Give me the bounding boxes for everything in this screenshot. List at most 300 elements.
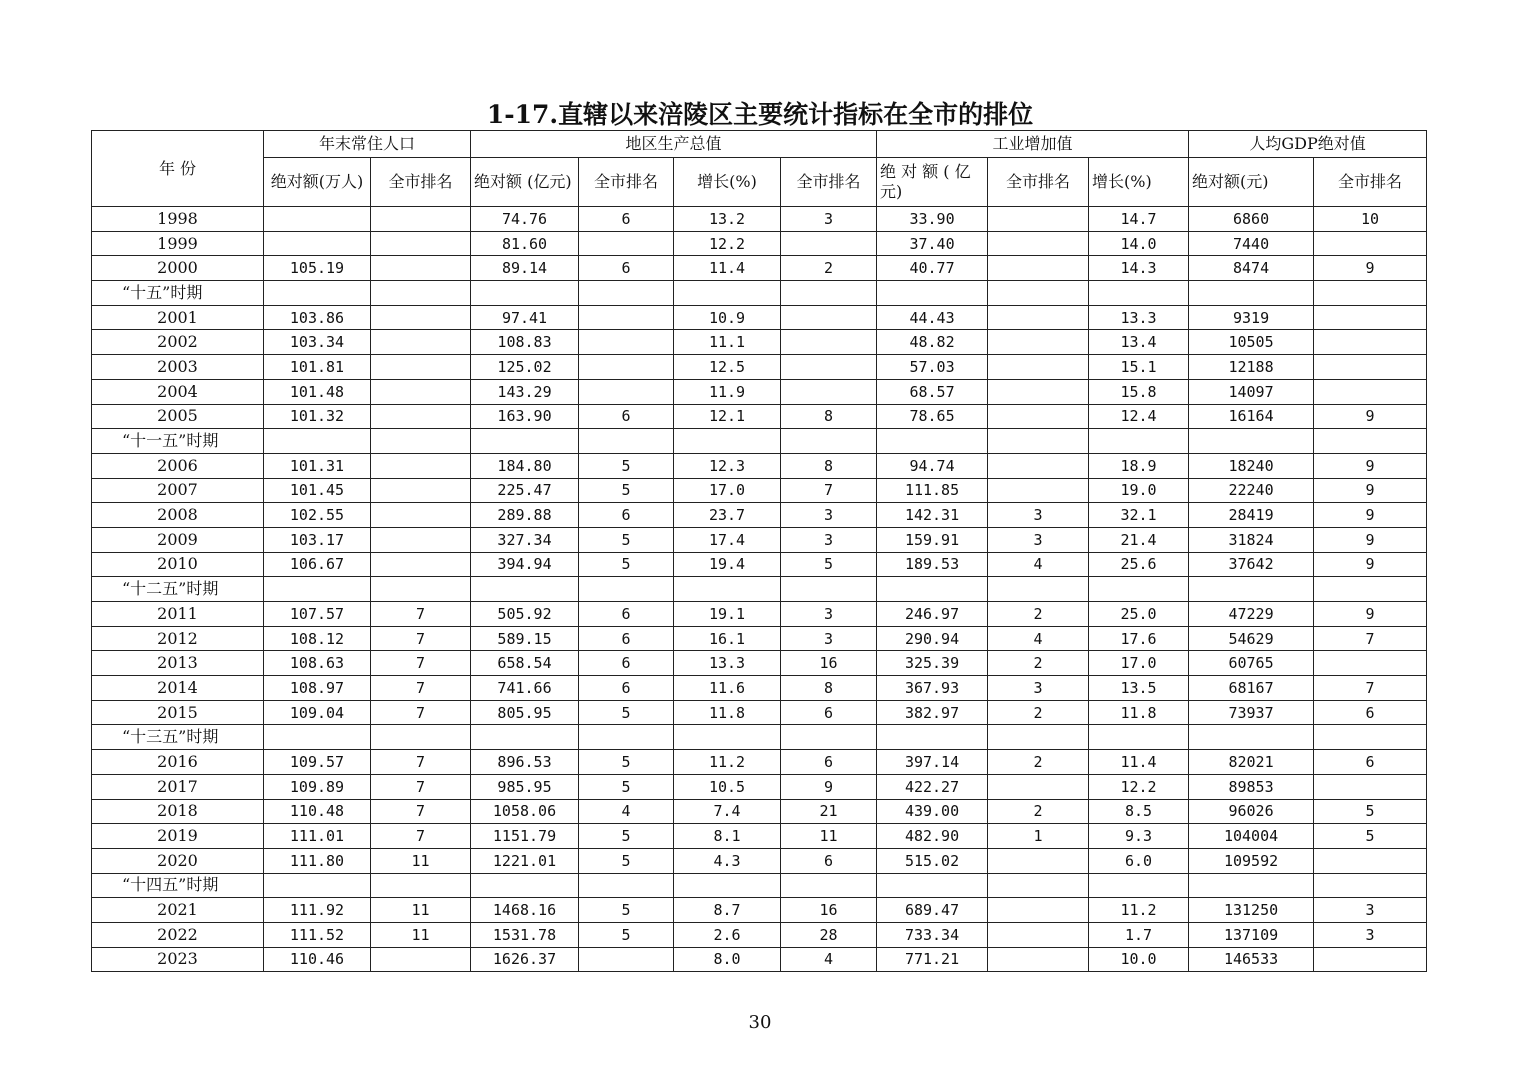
cell-gdp-growth: 12.5 <box>674 355 781 380</box>
cell-industry-growth <box>1089 725 1189 750</box>
cell-industry-rank: 2 <box>988 799 1089 824</box>
cell-industry-growth: 25.6 <box>1089 552 1189 577</box>
cell-gdp-rank <box>579 429 674 454</box>
cell-gdp <box>471 429 579 454</box>
table-row <box>92 552 1427 577</box>
cell-population-rank <box>371 330 471 355</box>
cell-gdp-growth-rank: 6 <box>781 848 877 873</box>
cell-industry: 78.65 <box>877 404 988 429</box>
header-per-capita-absolute: 绝对额(元) <box>1189 158 1314 207</box>
cell-gdp: 74.76 <box>471 207 579 232</box>
cell-gdp-growth-rank: 21 <box>781 799 877 824</box>
header-population-absolute: 绝对额(万人) <box>264 158 371 207</box>
cell-gdp-growth-rank: 9 <box>781 774 877 799</box>
cell-gdp-rank <box>579 281 674 306</box>
cell-gdp-growth <box>674 281 781 306</box>
cell-year: 2002 <box>92 330 264 355</box>
cell-industry-growth: 13.4 <box>1089 330 1189 355</box>
table-body <box>92 207 1427 972</box>
cell-industry-rank <box>988 848 1089 873</box>
cell-gdp-growth: 16.1 <box>674 626 781 651</box>
cell-gdp-growth: 10.9 <box>674 305 781 330</box>
table-row <box>92 848 1427 873</box>
cell-industry-rank <box>988 725 1089 750</box>
cell-per-capita-gdp: 60765 <box>1189 651 1314 676</box>
cell-gdp <box>471 725 579 750</box>
cell-year: 2013 <box>92 651 264 676</box>
cell-gdp-growth <box>674 873 781 898</box>
header-gdp-growth-rank: 全市排名 <box>781 158 877 207</box>
header-industry-rank: 全市排名 <box>988 158 1089 207</box>
cell-industry-growth: 15.8 <box>1089 379 1189 404</box>
cell-industry-rank: 2 <box>988 750 1089 775</box>
cell-gdp-growth: 19.4 <box>674 552 781 577</box>
cell-population-rank: 7 <box>371 824 471 849</box>
cell-industry-growth <box>1089 429 1189 454</box>
table-row <box>92 676 1427 701</box>
cell-gdp-growth-rank: 28 <box>781 922 877 947</box>
cell-gdp-rank: 5 <box>579 824 674 849</box>
cell-industry: 68.57 <box>877 379 988 404</box>
cell-industry: 33.90 <box>877 207 988 232</box>
table-row <box>92 750 1427 775</box>
cell-year: 2011 <box>92 602 264 627</box>
cell-industry: 689.47 <box>877 898 988 923</box>
cell-per-capita-gdp <box>1189 873 1314 898</box>
cell-per-capita-rank: 10 <box>1314 207 1427 232</box>
cell-per-capita-gdp: 12188 <box>1189 355 1314 380</box>
cell-gdp-growth <box>674 429 781 454</box>
cell-gdp-rank: 4 <box>579 799 674 824</box>
cell-industry-growth: 1.7 <box>1089 922 1189 947</box>
cell-industry-growth: 11.8 <box>1089 700 1189 725</box>
cell-gdp-growth-rank: 2 <box>781 256 877 281</box>
cell-industry-growth: 25.0 <box>1089 602 1189 627</box>
cell-industry-rank: 4 <box>988 552 1089 577</box>
cell-industry-growth: 15.1 <box>1089 355 1189 380</box>
cell-population: 107.57 <box>264 602 371 627</box>
cell-industry <box>877 725 988 750</box>
cell-industry: 189.53 <box>877 552 988 577</box>
cell-industry-rank <box>988 330 1089 355</box>
cell-population: 111.52 <box>264 922 371 947</box>
cell-population-rank: 7 <box>371 651 471 676</box>
cell-industry-growth <box>1089 873 1189 898</box>
cell-gdp-rank <box>579 330 674 355</box>
cell-industry-growth: 19.0 <box>1089 478 1189 503</box>
cell-gdp-growth: 13.3 <box>674 651 781 676</box>
cell-gdp-rank <box>579 355 674 380</box>
cell-industry-rank <box>988 898 1089 923</box>
cell-gdp-growth-rank: 5 <box>781 552 877 577</box>
cell-gdp-rank: 6 <box>579 404 674 429</box>
cell-gdp-growth-rank: 3 <box>781 207 877 232</box>
cell-per-capita-rank <box>1314 231 1427 256</box>
cell-industry-rank: 2 <box>988 651 1089 676</box>
cell-population-rank: 7 <box>371 626 471 651</box>
cell-population <box>264 429 371 454</box>
cell-year: 2014 <box>92 676 264 701</box>
cell-industry: 397.14 <box>877 750 988 775</box>
table-row <box>92 305 1427 330</box>
cell-industry-rank: 3 <box>988 503 1089 528</box>
cell-gdp: 125.02 <box>471 355 579 380</box>
cell-per-capita-gdp: 109592 <box>1189 848 1314 873</box>
cell-gdp-rank <box>579 725 674 750</box>
cell-year: “十三五”时期 <box>92 725 264 750</box>
cell-population-rank <box>371 947 471 972</box>
table-row <box>92 774 1427 799</box>
cell-industry-rank <box>988 873 1089 898</box>
cell-year: 2007 <box>92 478 264 503</box>
cell-industry-rank: 2 <box>988 602 1089 627</box>
cell-population-rank <box>371 873 471 898</box>
cell-population: 103.17 <box>264 527 371 552</box>
cell-year: “十二五”时期 <box>92 577 264 602</box>
cell-industry-growth: 17.6 <box>1089 626 1189 651</box>
cell-gdp-growth-rank: 7 <box>781 478 877 503</box>
cell-gdp: 143.29 <box>471 379 579 404</box>
cell-per-capita-rank <box>1314 651 1427 676</box>
cell-per-capita-gdp: 9319 <box>1189 305 1314 330</box>
cell-gdp-rank: 6 <box>579 651 674 676</box>
table-row <box>92 379 1427 404</box>
cell-population: 106.67 <box>264 552 371 577</box>
cell-gdp-growth-rank: 8 <box>781 404 877 429</box>
cell-population-rank <box>371 404 471 429</box>
cell-industry: 246.97 <box>877 602 988 627</box>
cell-industry-growth: 6.0 <box>1089 848 1189 873</box>
cell-per-capita-gdp: 16164 <box>1189 404 1314 429</box>
cell-industry-rank <box>988 947 1089 972</box>
period-row <box>92 725 1427 750</box>
period-row <box>92 429 1427 454</box>
cell-population: 103.86 <box>264 305 371 330</box>
cell-industry-growth: 12.2 <box>1089 774 1189 799</box>
cell-gdp-growth: 8.7 <box>674 898 781 923</box>
cell-year: “十四五”时期 <box>92 873 264 898</box>
cell-industry: 57.03 <box>877 355 988 380</box>
cell-population: 111.01 <box>264 824 371 849</box>
table-row <box>92 700 1427 725</box>
cell-population: 103.34 <box>264 330 371 355</box>
cell-gdp-rank: 5 <box>579 750 674 775</box>
cell-per-capita-rank: 5 <box>1314 799 1427 824</box>
cell-gdp-growth: 17.0 <box>674 478 781 503</box>
cell-gdp-rank: 6 <box>579 207 674 232</box>
cell-gdp-rank: 5 <box>579 527 674 552</box>
cell-year: 2021 <box>92 898 264 923</box>
cell-industry-rank <box>988 207 1089 232</box>
cell-industry-rank <box>988 281 1089 306</box>
cell-per-capita-rank <box>1314 355 1427 380</box>
cell-per-capita-gdp <box>1189 725 1314 750</box>
cell-gdp: 1468.16 <box>471 898 579 923</box>
cell-gdp-growth: 11.4 <box>674 256 781 281</box>
cell-per-capita-rank <box>1314 774 1427 799</box>
cell-industry: 382.97 <box>877 700 988 725</box>
cell-industry-growth: 18.9 <box>1089 453 1189 478</box>
cell-gdp: 327.34 <box>471 527 579 552</box>
cell-year: 1998 <box>92 207 264 232</box>
cell-population-rank <box>371 429 471 454</box>
cell-gdp-rank: 5 <box>579 453 674 478</box>
cell-industry-growth: 8.5 <box>1089 799 1189 824</box>
cell-population: 102.55 <box>264 503 371 528</box>
cell-industry: 40.77 <box>877 256 988 281</box>
cell-per-capita-gdp: 137109 <box>1189 922 1314 947</box>
cell-gdp-rank: 6 <box>579 256 674 281</box>
cell-gdp-rank <box>579 379 674 404</box>
cell-industry-growth: 32.1 <box>1089 503 1189 528</box>
cell-gdp-rank <box>579 947 674 972</box>
cell-gdp-growth-rank <box>781 305 877 330</box>
cell-population-rank <box>371 552 471 577</box>
cell-population: 101.48 <box>264 379 371 404</box>
cell-industry: 94.74 <box>877 453 988 478</box>
cell-gdp: 184.80 <box>471 453 579 478</box>
cell-gdp-rank: 5 <box>579 700 674 725</box>
cell-population: 111.80 <box>264 848 371 873</box>
cell-industry: 482.90 <box>877 824 988 849</box>
cell-population-rank <box>371 281 471 306</box>
table-row <box>92 527 1427 552</box>
cell-industry: 733.34 <box>877 922 988 947</box>
cell-gdp-growth-rank <box>781 429 877 454</box>
period-row <box>92 873 1427 898</box>
cell-gdp-rank: 5 <box>579 848 674 873</box>
cell-population-rank <box>371 503 471 528</box>
cell-per-capita-gdp: 96026 <box>1189 799 1314 824</box>
cell-per-capita-rank: 9 <box>1314 478 1427 503</box>
cell-industry: 515.02 <box>877 848 988 873</box>
cell-gdp-rank: 5 <box>579 552 674 577</box>
cell-gdp: 1531.78 <box>471 922 579 947</box>
cell-industry-growth: 14.7 <box>1089 207 1189 232</box>
cell-gdp-growth-rank: 6 <box>781 700 877 725</box>
table-row <box>92 330 1427 355</box>
cell-per-capita-rank: 9 <box>1314 552 1427 577</box>
cell-gdp-growth-rank <box>781 355 877 380</box>
table-row <box>92 355 1427 380</box>
cell-gdp-growth-rank: 3 <box>781 602 877 627</box>
cell-year: 2012 <box>92 626 264 651</box>
period-row <box>92 281 1427 306</box>
cell-per-capita-gdp: 47229 <box>1189 602 1314 627</box>
cell-gdp-growth: 11.2 <box>674 750 781 775</box>
cell-year: 2003 <box>92 355 264 380</box>
cell-gdp: 589.15 <box>471 626 579 651</box>
header-row-groups <box>92 131 1427 158</box>
period-row <box>92 577 1427 602</box>
cell-per-capita-gdp: 14097 <box>1189 379 1314 404</box>
cell-gdp-rank: 6 <box>579 626 674 651</box>
cell-industry-growth: 13.3 <box>1089 305 1189 330</box>
cell-population-rank: 7 <box>371 700 471 725</box>
cell-industry-growth <box>1089 577 1189 602</box>
cell-industry <box>877 577 988 602</box>
cell-gdp-growth: 12.1 <box>674 404 781 429</box>
cell-per-capita-rank: 3 <box>1314 922 1427 947</box>
cell-per-capita-rank: 9 <box>1314 404 1427 429</box>
cell-population: 108.63 <box>264 651 371 676</box>
cell-industry-growth: 17.0 <box>1089 651 1189 676</box>
cell-population: 109.04 <box>264 700 371 725</box>
table-row <box>92 503 1427 528</box>
table-row <box>92 799 1427 824</box>
cell-population: 111.92 <box>264 898 371 923</box>
cell-gdp-growth: 12.3 <box>674 453 781 478</box>
cell-per-capita-gdp: 131250 <box>1189 898 1314 923</box>
cell-gdp-growth: 7.4 <box>674 799 781 824</box>
cell-per-capita-rank: 6 <box>1314 750 1427 775</box>
cell-year: 2009 <box>92 527 264 552</box>
cell-population-rank <box>371 305 471 330</box>
cell-year: 2016 <box>92 750 264 775</box>
cell-gdp: 896.53 <box>471 750 579 775</box>
cell-gdp-growth-rank: 4 <box>781 947 877 972</box>
table-row <box>92 404 1427 429</box>
cell-gdp-growth: 13.2 <box>674 207 781 232</box>
cell-gdp: 1626.37 <box>471 947 579 972</box>
cell-industry-growth <box>1089 281 1189 306</box>
cell-gdp: 1221.01 <box>471 848 579 873</box>
cell-industry: 37.40 <box>877 231 988 256</box>
cell-industry-growth: 10.0 <box>1089 947 1189 972</box>
table-row <box>92 602 1427 627</box>
cell-per-capita-rank <box>1314 305 1427 330</box>
header-population-rank: 全市排名 <box>371 158 471 207</box>
cell-population-rank: 7 <box>371 602 471 627</box>
cell-per-capita-gdp: 104004 <box>1189 824 1314 849</box>
cell-year: 2015 <box>92 700 264 725</box>
cell-population <box>264 281 371 306</box>
cell-year: 2019 <box>92 824 264 849</box>
cell-gdp-growth-rank: 8 <box>781 453 877 478</box>
cell-population <box>264 231 371 256</box>
header-industry-absolute: 绝 对 额 ( 亿元) <box>877 158 988 207</box>
table-row <box>92 231 1427 256</box>
cell-gdp-rank <box>579 873 674 898</box>
cell-per-capita-gdp <box>1189 429 1314 454</box>
cell-population: 109.57 <box>264 750 371 775</box>
header-group-gdp: 地区生产总值 <box>471 131 877 158</box>
cell-industry: 44.43 <box>877 305 988 330</box>
cell-population-rank <box>371 453 471 478</box>
cell-gdp-rank: 6 <box>579 503 674 528</box>
cell-per-capita-gdp: 31824 <box>1189 527 1314 552</box>
cell-industry-rank <box>988 453 1089 478</box>
cell-industry-growth: 12.4 <box>1089 404 1189 429</box>
cell-gdp-growth: 19.1 <box>674 602 781 627</box>
cell-industry: 367.93 <box>877 676 988 701</box>
cell-industry-rank <box>988 231 1089 256</box>
cell-population <box>264 207 371 232</box>
cell-industry-growth: 14.3 <box>1089 256 1189 281</box>
cell-year: 2023 <box>92 947 264 972</box>
cell-per-capita-gdp: 7440 <box>1189 231 1314 256</box>
cell-year: 1999 <box>92 231 264 256</box>
cell-industry-rank: 3 <box>988 527 1089 552</box>
cell-year: 2006 <box>92 453 264 478</box>
cell-gdp: 505.92 <box>471 602 579 627</box>
cell-year: 2018 <box>92 799 264 824</box>
cell-gdp-growth-rank: 3 <box>781 527 877 552</box>
cell-industry-rank: 1 <box>988 824 1089 849</box>
cell-gdp: 89.14 <box>471 256 579 281</box>
cell-population-rank: 7 <box>371 799 471 824</box>
cell-industry-rank: 3 <box>988 676 1089 701</box>
cell-population: 101.45 <box>264 478 371 503</box>
cell-per-capita-rank: 9 <box>1314 527 1427 552</box>
cell-per-capita-gdp: 82021 <box>1189 750 1314 775</box>
cell-per-capita-rank: 9 <box>1314 503 1427 528</box>
cell-gdp-growth: 23.7 <box>674 503 781 528</box>
cell-industry-rank <box>988 429 1089 454</box>
header-row-subcolumns <box>92 158 1427 207</box>
cell-industry-growth: 9.3 <box>1089 824 1189 849</box>
table-row <box>92 824 1427 849</box>
cell-year: 2022 <box>92 922 264 947</box>
cell-industry: 422.27 <box>877 774 988 799</box>
cell-gdp: 805.95 <box>471 700 579 725</box>
cell-industry-rank: 2 <box>988 700 1089 725</box>
header-group-industry: 工业增加值 <box>877 131 1189 158</box>
cell-per-capita-gdp: 37642 <box>1189 552 1314 577</box>
cell-population <box>264 725 371 750</box>
cell-population: 101.81 <box>264 355 371 380</box>
cell-per-capita-gdp: 28419 <box>1189 503 1314 528</box>
cell-year: 2017 <box>92 774 264 799</box>
cell-gdp-growth: 4.3 <box>674 848 781 873</box>
cell-industry: 771.21 <box>877 947 988 972</box>
table-row <box>92 207 1427 232</box>
cell-industry <box>877 281 988 306</box>
cell-gdp-growth-rank <box>781 577 877 602</box>
header-gdp-absolute: 绝对额 (亿元) <box>471 158 579 207</box>
cell-industry-rank <box>988 922 1089 947</box>
cell-population <box>264 873 371 898</box>
cell-population-rank: 11 <box>371 898 471 923</box>
cell-gdp-rank: 5 <box>579 922 674 947</box>
cell-population-rank: 7 <box>371 774 471 799</box>
cell-per-capita-rank: 3 <box>1314 898 1427 923</box>
cell-per-capita-gdp: 89853 <box>1189 774 1314 799</box>
cell-per-capita-gdp: 18240 <box>1189 453 1314 478</box>
cell-gdp-growth-rank <box>781 231 877 256</box>
cell-gdp-growth-rank <box>781 281 877 306</box>
cell-gdp-growth <box>674 577 781 602</box>
table-row <box>92 651 1427 676</box>
cell-per-capita-rank <box>1314 281 1427 306</box>
cell-per-capita-gdp: 54629 <box>1189 626 1314 651</box>
cell-population: 110.46 <box>264 947 371 972</box>
cell-gdp: 658.54 <box>471 651 579 676</box>
cell-per-capita-rank: 7 <box>1314 676 1427 701</box>
cell-gdp: 289.88 <box>471 503 579 528</box>
cell-per-capita-rank: 7 <box>1314 626 1427 651</box>
cell-per-capita-gdp <box>1189 577 1314 602</box>
header-group-per-capita-gdp: 人均GDP绝对值 <box>1189 131 1427 158</box>
cell-year: “十一五”时期 <box>92 429 264 454</box>
cell-per-capita-rank <box>1314 379 1427 404</box>
cell-population-rank: 11 <box>371 922 471 947</box>
cell-industry <box>877 873 988 898</box>
cell-population-rank <box>371 231 471 256</box>
cell-gdp-growth-rank: 16 <box>781 651 877 676</box>
cell-per-capita-rank <box>1314 725 1427 750</box>
cell-industry: 325.39 <box>877 651 988 676</box>
